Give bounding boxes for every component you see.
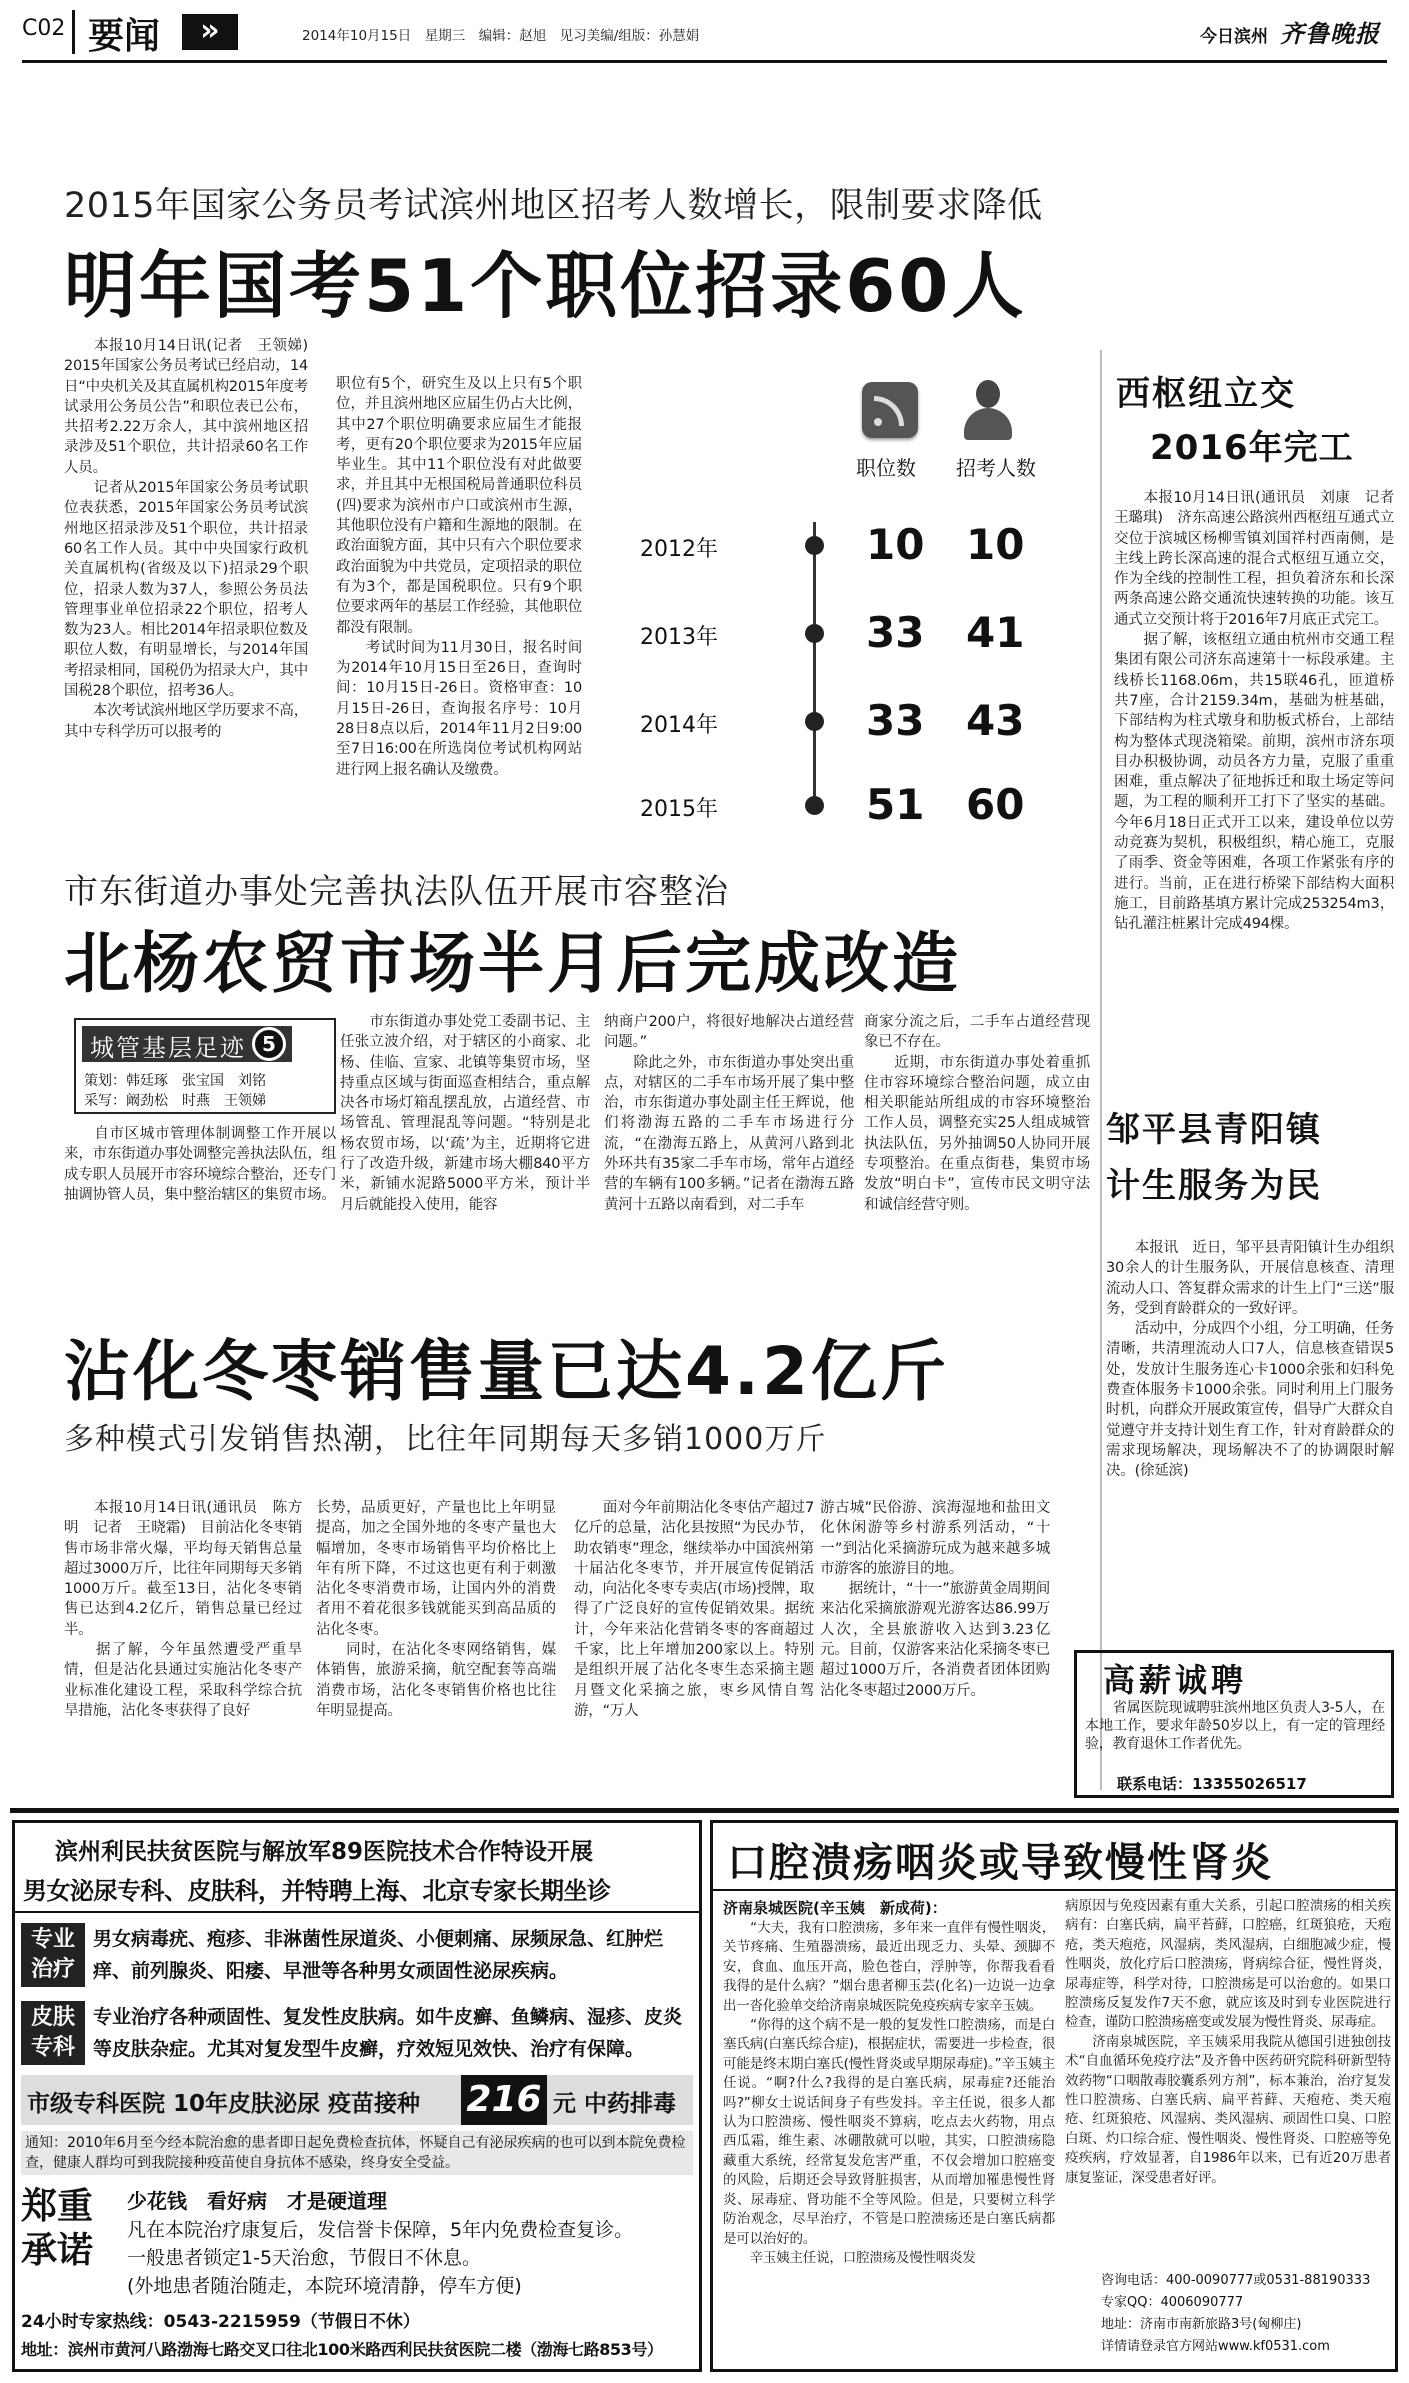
ad-right-rule [713, 1889, 1395, 1891]
promise-line-1: 少花钱 看好病 才是硬道理 [127, 2189, 387, 2213]
promise-label: 郑重承诺 [21, 2186, 94, 2271]
article2-column-4: 商家分流之后，二手车占道经营现象已不存在。 近期，市东街道办事处着重抓住市容环境综合整治问题，成立由相关职能站所组成的市容环境整治工作人员，调整充实25人组成城管执法队伍，另外抽调50人协同开展专项整治。在重点街巷，集贸市场发放“明白卡”，宣传市民文明守法和诚信经营守则。 [864, 1014, 1090, 1213]
side1-headline-2: 2016年完工 [1150, 428, 1354, 468]
tag-skin: 皮肤专科 [21, 2001, 85, 2065]
chart-year: 2013年 [640, 625, 718, 650]
page-number: C02 [22, 16, 66, 41]
timeline-dot [805, 796, 824, 815]
ad-left-subtitle: 男女泌尿专科、皮肤科，并特聘上海、北京专家长期坐诊 [23, 1877, 611, 1905]
paper-name: 今日滨州 [1200, 27, 1268, 47]
ad-right-body-2: 病原因与免疫因素有重大关系，引起口腔溃疡的相关疾病有：白塞氏病，扁平苔藓，口腔癌，红斑狼疮，天疱疮，类天疱疮，风湿病，类风湿病，白细胞减少症，慢性咽炎，放化疗后口腔溃疡，肾病综合征，慢性肾炎，尿毒症等，科学对待，口腔溃疡是可以治愈的。如果口腔溃疡反复发作7天不愈，就应该及时到专业医院进行检查，谨防口腔溃疡癌变或发展为慢性肾炎、尿毒症。 济南泉城医院，辛玉姨采用我院从德国引进独创技术“自血循环免疫疗法”及齐鲁中医药研究院科研新型特效药物“口咽散毒胶囊系列方剂”，标本兼治，治疗复发性口腔溃疡、白塞氏病、扁平苔藓、天疱疮、类天疱疮、红斑狼疮、风湿病、类风湿病、顽固性口臭、口腔白斑、灼口综合症、慢性咽炎、慢性肾炎、口腔癌等免疫疾病，疗效显著，自1986年以来，已有近20万患者康复鉴证，深受患者好评。 [1065, 1898, 1391, 2186]
chevron-right-icon: » [182, 14, 238, 50]
article2-column-1: 自市区城市管理体制调整工作开展以来，市东街道办事处调整完善执法队伍，组成专职人员展开市容环境综合整治，还专门抽调协管人员，集中整治辖区的集贸市场。 [64, 1126, 336, 1203]
article2-column-2: 市东街道办事处党工委副书记、主任张立波介绍，对于辖区的小商家、北杨、佳临、宣家、北镇等集贸市场，坚持重点区域与街面巡查相结合，重点解决各市场灯箱乱摆乱放，占道经营、市场管乱、管理混乱等问题。“特别是北杨农贸市场，以‘疏’为主，近期将它进行了改造升级，新建市场大棚840平方米，新铺水泥路5000平方米，预计半月后就能投入使用，能容 [340, 1014, 590, 1213]
hospital-ad [12, 1820, 702, 2372]
ad-left-banner [21, 2075, 693, 2125]
chart-applicants-value: 43 [966, 696, 1025, 745]
ad-left-text-1: 男女病毒疣、疱疹、非淋菌性尿道炎、小便刺痛、尿频尿急、红肿烂痒、前列腺炎、阳痿、早泄等各种男女顽固性泌尿疾病。 [93, 1928, 664, 1982]
stats-chart [610, 370, 1080, 840]
article2-kicker: 市东街道办事处完善执法队伍开展市容整治 [64, 872, 729, 912]
series-number: 5 [252, 1027, 286, 1061]
divider-vertical [72, 10, 75, 54]
article3-column-2: 长势，品质更好，产量也比上年明显提高，加之全国外地的冬枣产量也大幅增加，冬枣市场销售平均价格比上年有所下降，不过这也更有利于刺激沾化冬枣消费市场，让国内外的消费者用不着花很多钱就能买到高品质的沾化冬枣。 同时，在沾化冬枣网络销售，媒体销售，旅游采摘，航空配套等高端消费市场，沾化冬枣销售价格也比往年明显提高。 [316, 1500, 556, 1719]
recruit-title: 高薪诚聘 [1103, 1661, 1248, 1699]
article3-headline: 沾化冬枣销售量已达4.2亿斤 [64, 1333, 949, 1410]
ad-left-address: 地址：滨州市黄河八路渤海七路交叉口往北100米路西利民扶贫医院二楼（渤海七路853号） [21, 2340, 663, 2359]
user-icon [960, 380, 1016, 442]
banner-text-pre: 市级专科医院 10年皮肤泌尿 疫苗接种 [27, 2091, 421, 2117]
article1-kicker: 2015年国家公务员考试滨州地区招考人数增长，限制要求降低 [64, 186, 1043, 226]
sidebar-divider [1100, 350, 1102, 1790]
ad-right-website[interactable]: 详情请登录官方网站www.kf0531.com [1101, 2339, 1330, 2354]
article2-headline: 北杨农贸市场半月后完成改造 [64, 925, 961, 1002]
chart-col2-label: 招考人数 [956, 456, 1036, 480]
side1-headline-1: 西枢纽立交 [1116, 374, 1296, 414]
article2-column-3: 纳商户200户，将很好地解决占道经营问题。” 除此之外，市东街道办事处突出重点，对辖区的二手车市场开展了集中整治，市东街道办事处副主任王辉说，他们将渤海五路的二手车市场进行分流，“在渤海五路上，从黄河八路到北外环共有35家二手车市场，常年占道经营的车辆有100多辆。”记者在渤海五路黄河十五路以南看到，对二手车 [604, 1014, 854, 1213]
recruit-box [1074, 1650, 1394, 1798]
promise-line-4: (外地患者随治随走，本院环境清静，停车方便) [127, 2275, 522, 2297]
chart-row [610, 696, 1080, 746]
oral-ulcer-ad [710, 1820, 1398, 2372]
ad-left-rule [15, 1911, 699, 1913]
ad-left-title: 滨州利民扶贫医院与解放军89医院技术合作特设开展 [55, 1839, 594, 1865]
series-box [74, 1018, 336, 1114]
banner-price: 216 [461, 2075, 547, 2125]
ad-right-address: 地址：济南市南新旅路3号(匈柳庄) [1101, 2317, 1302, 2332]
ad-right-consult: 咨询电话：400-0090777或0531-88190333 [1101, 2273, 1371, 2288]
side2-headline-2: 计生服务为民 [1106, 1166, 1322, 1206]
series-title: 城管基层足迹 [90, 1034, 246, 1062]
timeline-dot [805, 624, 824, 643]
chart-year: 2015年 [640, 797, 718, 822]
ad-left-hotline: 24小时专家热线：0543-2215959（节假日不休） [21, 2312, 420, 2332]
brand-logo: 齐鲁晚报 [1280, 19, 1380, 48]
chart-applicants-value: 60 [966, 780, 1025, 829]
timeline-dot [805, 712, 824, 731]
ad-right-title: 口腔溃疡咽炎或导致慢性肾炎 [727, 1840, 1273, 1886]
section-title: 要闻 [88, 16, 161, 57]
article1-column-2: 职位有5个，研究生及以上只有5个职位，并且滨州地区应届生仍占大比例，其中27个职位明确要求应届生才能报考，更有20个职位要求为2015年应届毕业生。其中11个职位没有对此做要求，并且其中无根国税局普通职位科员(四)要求为滨州市户口或滨州市生源，其他职位没有户籍和生源地的限制。在政治面貌方面，其中只有六个职位要求政治面貌为中共党员，定项招录的职位有为3个，都是国税职位。只有9个职位要求两年的基层工作经验，其他职位都没有限制。 考试时间为11月30日，报名时间为2014年10月15日至26日，查询时间：10月15日-26日。资格审查：10月15日-26日，查询报名序号：10月28日8点以后，2014年11月2日9:00至7日16:00在所选岗位考试机构网站进行网上报名确认及缴费。 [336, 376, 582, 778]
side2-headline-1: 邹平县青阳镇 [1106, 1110, 1322, 1150]
article3-subhead: 多种模式引发销售热潮，比往年同期每天多销1000万斤 [64, 1422, 827, 1457]
chart-row [610, 520, 1080, 570]
article3-column-3: 面对今年前期沾化冬枣估产超过7亿斤的总量，沾化县按照“为民办节，助农销枣”理念，继续举办中国滨州第十届沾化冬枣节，并开展宣传促销活动，向沾化冬枣专卖店(市场)授牌，取得了广泛良好的宣传促销效果。据统计，今年来沾化营销冬枣的客商超过千家，比上年增加200家以上。特别是组织开展了沾化冬枣生态采摘主题月暨文化采摘之旅，枣乡风情自驾游，“万人 [574, 1500, 814, 1719]
chart-positions-value: 33 [866, 696, 925, 745]
chart-row [610, 780, 1080, 830]
article1-headline: 明年国考51个职位招录60人 [64, 244, 1027, 328]
rss-icon [862, 382, 918, 438]
promise-line-3: 一般患者锁定1-5天治愈，节假日不休息。 [127, 2247, 482, 2269]
ad-left-text-2: 专业治疗各种顽固性、复发性皮肤病。如牛皮癣、鱼鳞病、湿疹、皮炎等皮肤杂症。尤其对复发型牛皮癣，疗效短见效快、治疗有保障。 [93, 2006, 683, 2060]
chart-applicants-value: 41 [966, 608, 1025, 657]
ad-top-rule [10, 1808, 1399, 1813]
timeline-dot [805, 536, 824, 555]
chart-year: 2012年 [640, 537, 718, 562]
series-credits-1: 策划：韩廷琢 张宝国 刘铭 [84, 1073, 266, 1089]
recruit-contact: 联系电话：13355026517 [1117, 1775, 1307, 1793]
ad-right-qq: 专家QQ：4006090777 [1101, 2295, 1244, 2310]
side1-body: 本报10月14日讯(通讯员 刘康 记者 王璐琪) 济东高速公路滨州西枢纽互通式立交位于滨城区杨柳雪镇刘国祥村西南侧，是主线上跨长深高速的混合式枢纽互通立交，作为全线的控制性工程，担负着济东和长深两条高速公路交通流快速转换的功能。该互通式立交预计将于2016年7月底正式完工。 据了解，该枢纽立通由杭州市交通工程集团有限公司济东高速第十一标段承建。主线桥长1168.06m，共15联46孔，匝道桥共7座，合计2159.34m，基础为桩基础，下部结构为柱式墩身和肋板式桥台，上部结构为整体式现浇箱梁。前期，滨州市济东项目办积极协调，动员各方力量，克服了重重困难，重点解决了征地拆迁和取土场定等问题，为工程的顺利开工打下了坚实的基础。今年6月18日正式开工以来，建设单位以劳动竞赛为契机，积极组织，精心施工，克服了雨季、资金等困难，各项工作紧张有序的进行。当前，正在进行桥梁下部结构大面积施工，目前路基填方累计完成253254m3，钻孔灌注桩累计完成494棵。 [1114, 490, 1394, 933]
chart-positions-value: 33 [866, 608, 925, 657]
chart-positions-value: 51 [866, 780, 925, 829]
article1-column-1: 本报10月14日讯(记者 王领娣) 2015年国家公务员考试已经启动，14日“中央机关及其直属机构2015年度考试录用公务员公告”和职位表已公布，共招考2.22万余人，其中滨州地区招录涉及51个职位，共计招录60名工作人员。 记者从2015年国家公务员考试职位表获悉，2015年国家公务员考试滨州地区招录涉及51个职位，共计招录60名工作人员。其中中央国家行政机关直属机构(省级及以下)招录29个职位，招录人数为37人，参照公务员法管理事业单位招录22个职位，招考人数为23人。相比2014年招录职位数及职位人数，有明显增长，与2014年国考招录相同，国税仍为招录大户，其中国税28个职位，招考36人。 本次考试滨州地区学历要求不高，其中专科学历可以报考的 [64, 338, 308, 740]
recruit-body: 省属医院现诚聘驻滨州地区负责人3-5人，在本地工作，要求年龄50岁以上，有一定的管理经验，教育退休工作者优先。 [1085, 1700, 1385, 1752]
ad-right-byline: 济南泉城医院(辛玉姨 新成荷)： [723, 1899, 947, 1917]
side2-body: 本报讯 近日，邹平县青阳镇计生办组织30余人的计生服务队，开展信息核查、清理流动人口、答复群众需求的计生上门“三送”服务，受到育龄群众的一致好评。 活动中，分成四个小组，分工明确，任务清晰，共清理流动人口7人，信息核查错误5处，发放计生服务连心卡1000余张和妇科免费查体服务卡1000余张。同时利用上门服务时机，向群众开展政策宣传，倡导广大群众自觉遵守并支持计划生育工作，针对育龄群众的需求现场解决，现场解决不了的协调限时解决。(徐延滨) [1106, 1240, 1394, 1480]
article3-column-4: 游古城”民俗游、滨海湿地和盐田文化休闲游等乡村游系列活动，“十一”到沾化采摘游玩成为越来越多城市游客的旅游目的地。 据统计，“十一”旅游黄金周期间来沾化采摘旅游观光游客达86.99万人次，全县旅游收入达到3.23亿元。目前，仅游客来沾化采摘冬枣已超过1000万斤，各消费者团体团购沾化冬枣超过2000万斤。 [820, 1500, 1050, 1699]
chart-row [610, 608, 1080, 658]
chart-col1-label: 职位数 [856, 456, 916, 480]
series-credits-2: 采写：阚劲松 时燕 王领娣 [84, 1093, 266, 1109]
chart-year: 2014年 [640, 713, 718, 738]
ad-left-notice: 通知：2010年6月至今经本院治愈的患者即日起免费检查抗体，怀疑自己有泌尿疾病的也可以到本院免费检查，健康人群均可到我院接种疫苗使自身抗体不感染，终身安全受益。 [21, 2131, 693, 2175]
chart-positions-value: 10 [866, 520, 925, 569]
tag-specialty: 专业治疗 [21, 1923, 85, 1987]
ad-right-body-1: “大夫，我有口腔溃疡，多年来一直伴有慢性咽炎，关节疼痛、生殖器溃疡，最近出现乏力、头晕、颈脚不安，食血、血压开高，脸色苍白，浮肿等，你帮我看看我得的是什么病？”烟台患者柳玉芸(化名)一边说一边拿出一沓化验单交给济南泉城医院免疫疾病专家辛玉姨。 “你得的这个病不是一般的复发性口腔溃疡，而是白塞氏病(白塞氏综合症)，根据症状，需要进一步检查，很可能是终末期白塞氏(慢性肾炎或早期尿毒症)。”辛玉姨主任说。“啊?什么?我得的是白塞氏病，尿毒症?还能治吗?”柳女士说话间身子有些发抖。辛主任说，很多人都认为口腔溃疡、慢性咽炎不算病，吃点去火药物，用点西瓜霜，维生素、冰硼散就可以啦，其实，口腔溃疡隐藏重大系统，经常复发危害严重，不仅会增加口腔癌变的风险，后期还会导致肾脏损害，从而增加罹患慢性肾炎、尿毒症、肾功能不全等风险。但是，只要树立科学防治观念，尽早治疗，不管是口腔溃疡还是白塞氏病都是可以治好的。 辛玉姨主任说，口腔溃疡及慢性咽炎发 [723, 1920, 1055, 2266]
page-header [0, 0, 1409, 64]
header-rule [22, 60, 1387, 63]
banner-text-post: 元 中药排毒 [553, 2091, 677, 2117]
chart-applicants-value: 10 [966, 520, 1025, 569]
promise-line-2: 凡在本院治疗康复后，发信誉卡保障，5年内免费检查复诊。 [127, 2219, 634, 2241]
issue-meta: 2014年10月15日 星期三 编辑：赵旭 见习美编/组版：孙慧娟 [302, 28, 700, 44]
article3-column-1: 本报10月14日讯(通讯员 陈方明 记者 王晓霜) 目前沾化冬枣销售市场非常火爆，平均每天销售总量超过3000万斤，比往年同期每天多销1000万斤。截至13日，沾化冬枣销售已达到4.2亿斤，销售总量已经过半。 据了解，今年虽然遭受严重旱情，但是沾化县通过实施沾化冬枣产业标准化建设工程，采取科学综合抗旱措施，沾化冬枣获得了良好 [64, 1500, 302, 1719]
